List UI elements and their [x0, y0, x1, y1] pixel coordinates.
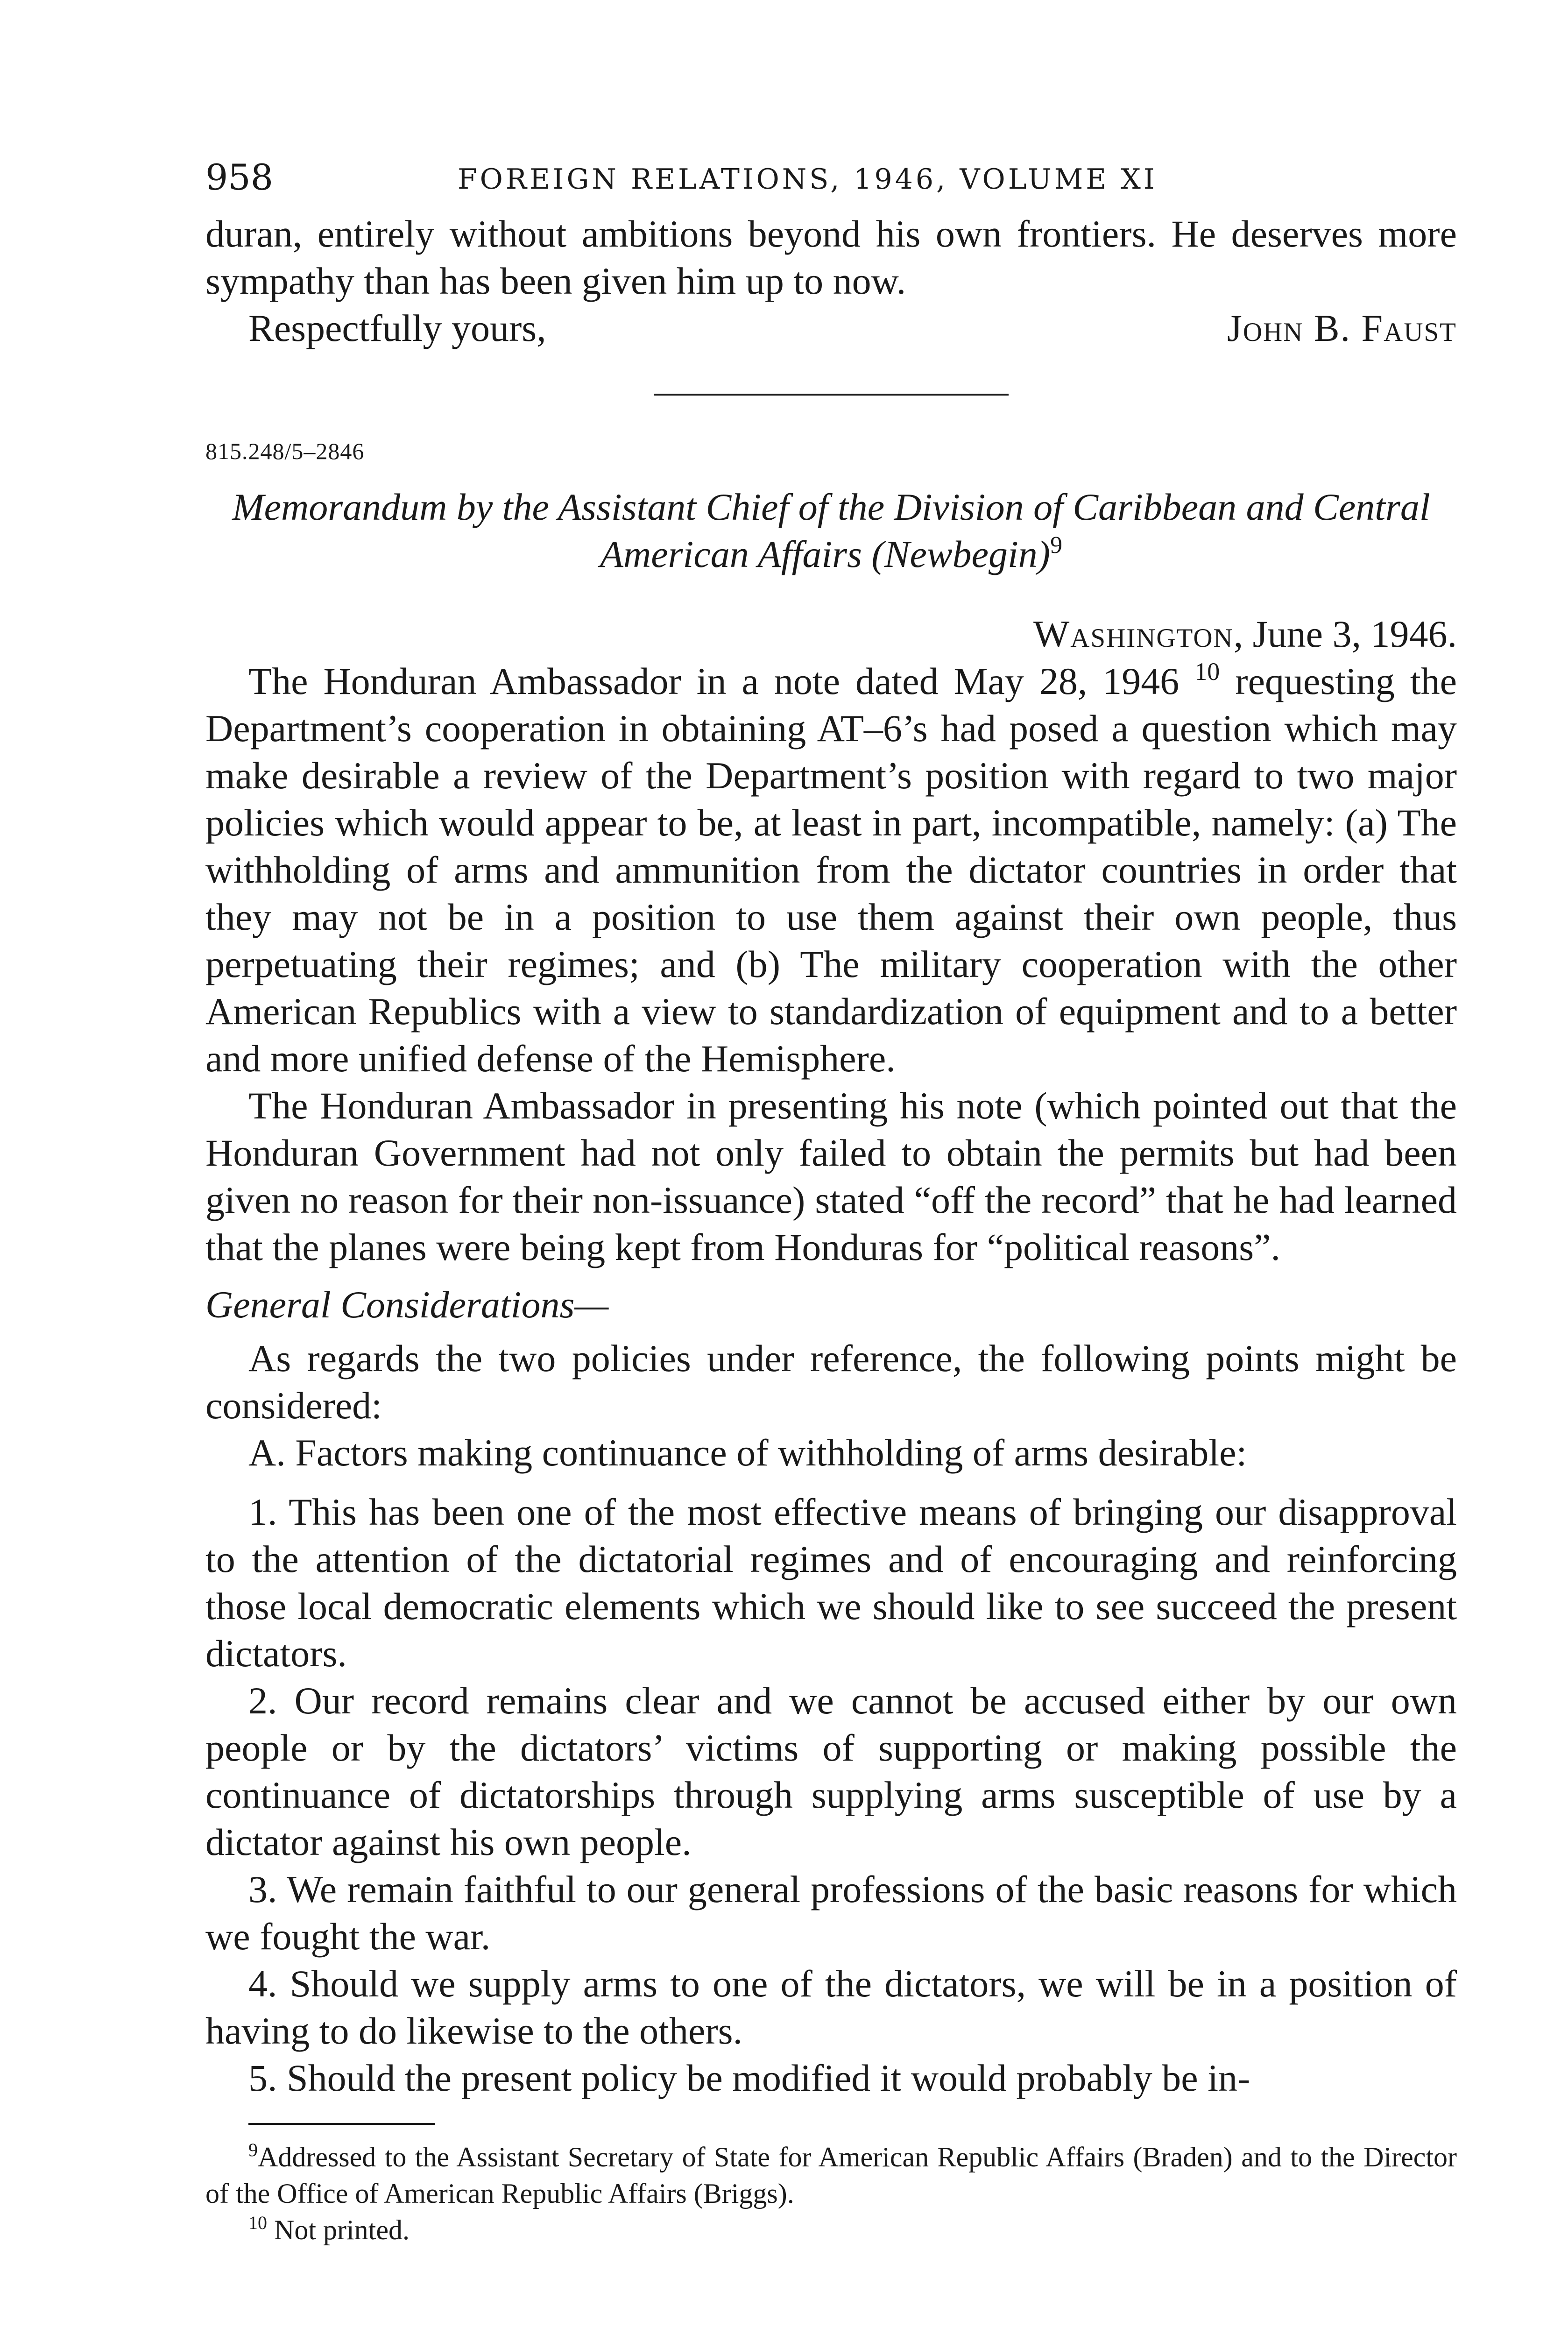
paragraph-3: As regards the two policies under reference, the following points might be considered: [205, 1337, 1457, 1427]
page-header [205, 154, 1457, 210]
section-heading: General Considerations— [205, 1283, 609, 1326]
footnote-ref-9: 9 [1050, 532, 1063, 559]
memorandum-body [205, 658, 1457, 2102]
dateline-place: Washington [1033, 613, 1234, 655]
paragraph-1 [205, 658, 1457, 1082]
page-number: 958 [205, 156, 274, 198]
footnote-9-marker: 9 [248, 2139, 258, 2160]
footnote-rule [248, 2123, 435, 2125]
section-separator [654, 394, 1009, 396]
closing-paragraph: duran, entirely without ambitions beyond his own frontiers. He deserves more sympathy than has been given him up to now. [205, 212, 1457, 302]
dateline [205, 610, 1457, 658]
list-item: 5. Should the present policy be modified it would probably be in- [248, 2057, 1250, 2099]
subheading-a: A. Factors making continuance of withholding of arms desirable: [248, 1431, 1247, 1474]
footnote-10-marker: 10 [248, 2212, 267, 2233]
complimentary-close: Respectfully yours, [248, 307, 546, 349]
memorandum-title [205, 483, 1457, 578]
file-number: 815.248/5–2846 [205, 438, 365, 464]
list-item: 1. This has been one of the most effective means of bringing our disapproval to the attention of the dictatorial regimes and of encouraging and reinforcing those local democratic elements which we should like to see succeed the present dictators. [205, 1491, 1457, 1675]
list-item: 2. Our record remains clear and we cannot be accused either by our own people or by the dictators’ victims of supporting or making possible the continuance of dictatorships through supplying arms susceptible of use by a dictator against his own people. [205, 1679, 1457, 1863]
dateline-date: , June 3, 1946. [1233, 613, 1457, 655]
footnote-9-text: Addressed to the Assistant Secretary of State for American Republic Affairs (Braden) and to the Director of the Office of American Republic Affairs (Briggs). [205, 2142, 1457, 2209]
document-page [205, 154, 1457, 2248]
paragraph-1-start: The Honduran Ambassador in a note dated May 28, 1946 [248, 660, 1180, 702]
paragraph-1-rest: requesting the Department’s cooperation in obtaining AT–6’s had posed a question which may make desirable a review of the Department’s position with regard to two major policies which would appear to be, at least in part, incompatible, namely: (a) The withholding of arms and ammunition from the dictator countries in order that they may not be in a position to use them against their own people, thus perpetuating their regimes; and (b) The military cooperation with the other American Republics with a view to standardization of equipment and to a better and more unified defense of the Hemisphere. [205, 660, 1457, 1080]
running-head: FOREIGN RELATIONS, 1946, VOLUME XI [458, 163, 1158, 196]
footnote-ref-10: 10 [1194, 658, 1220, 686]
footnote-9 [205, 2139, 1457, 2212]
memorandum-title-text: Memorandum by the Assistant Chief of the Division of Caribbean and Central American Affairs (Newbegin) [232, 486, 1430, 575]
signature: John B. Faust [1227, 307, 1457, 349]
footnote-10-text: Not printed. [274, 2215, 410, 2245]
previous-letter-end [205, 210, 1457, 304]
footnotes [205, 2139, 1457, 2248]
list-item: 3. We remain faithful to our general professions of the basic reasons for which we fought the war. [205, 1868, 1457, 1958]
spacer [205, 1476, 1457, 1488]
letter-closing [205, 304, 1457, 352]
paragraph-2: The Honduran Ambassador in presenting his note (which pointed out that the Honduran Government had not only failed to obtain the permits but had been given no reason for their non-issuance) stated “off the record” that he had learned that the planes were being kept from Honduras for “political reasons”. [205, 1084, 1457, 1268]
list-item: 4. Should we supply arms to one of the dictators, we will be in a position of having to do likewise to the others. [205, 1962, 1457, 2052]
footnote-10 [205, 2212, 1457, 2248]
